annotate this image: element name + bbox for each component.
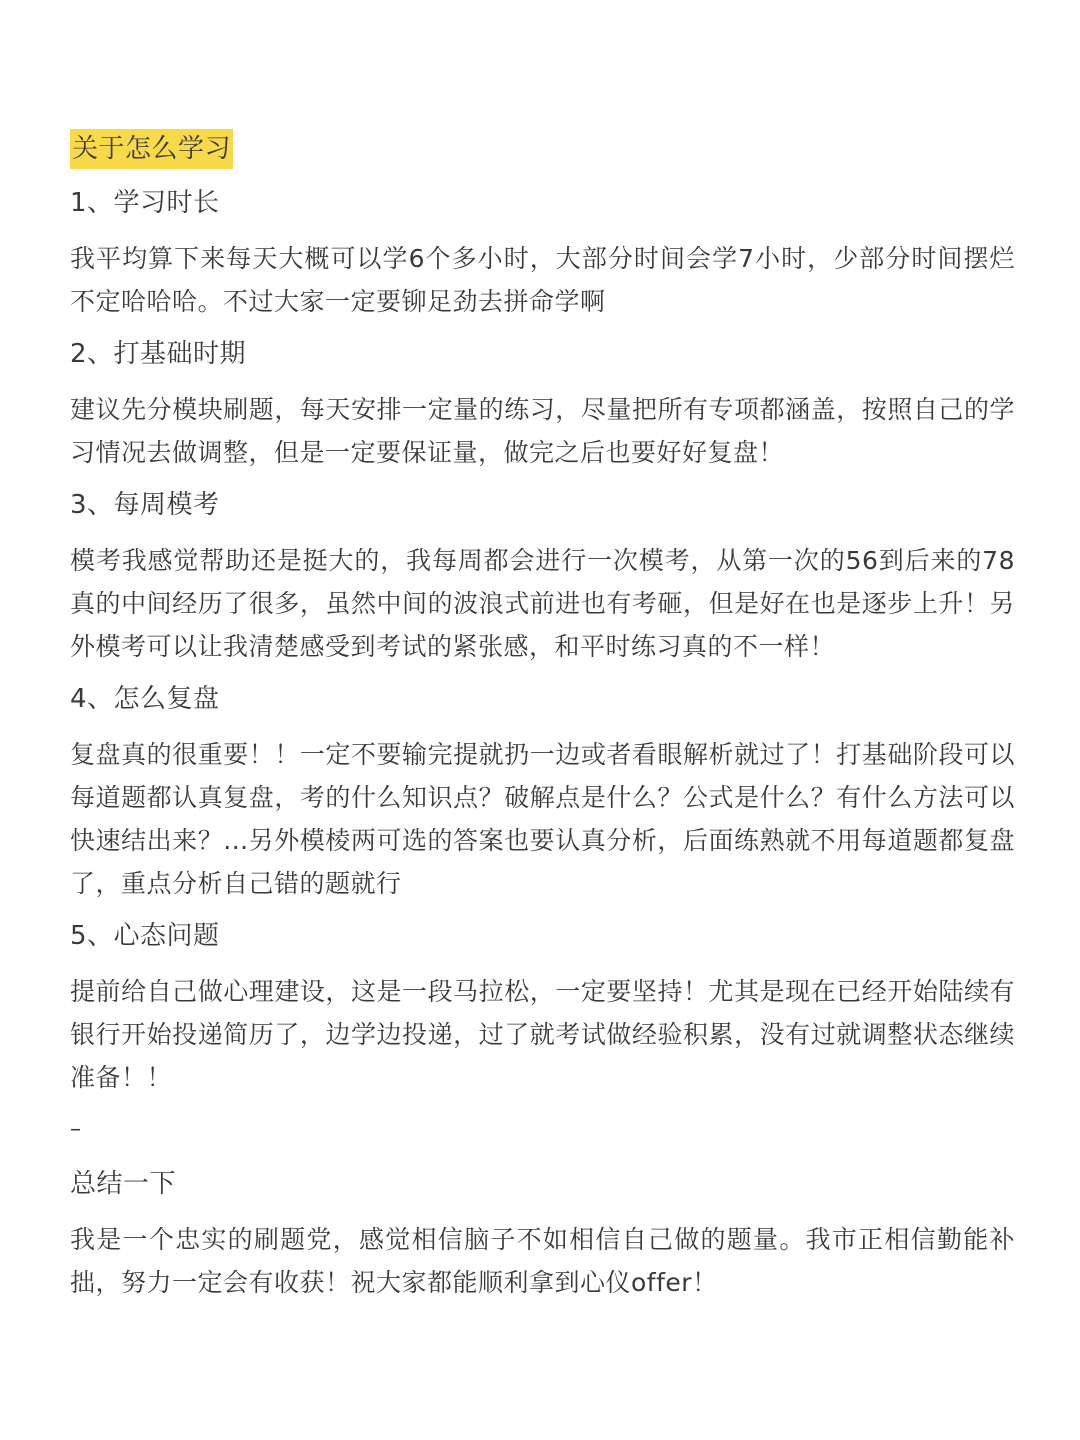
section-body-mindset: 提前给自己做心理建设，这是一段马拉松，一定要坚持！尤其是现在已经开始陆续有银行开始投递简历了，边学边投递，过了就考试做经验积累，没有过就调整状态继续准备！！ <box>70 977 1015 1092</box>
section-body-weekly-mock: 模考我感觉帮助还是挺大的，我每周都会进行一次模考，从第一次的56到后来的78真的中间经历了很多，虽然中间的波浪式前进也有考砸，但是好在也是逐步上升！另外模考可以让我清楚感受到考试的紧张感，和平时练习真的不一样！ <box>70 546 1015 661</box>
section-body-study-duration: 我平均算下来每天大概可以学6个多小时，大部分时间会学7小时，少部分时间摆烂不定哈哈哈。不过大家一定要铆足劲去拼命学啊 <box>70 244 1015 316</box>
section-heading-weekly-mock: 3、每周模考 <box>70 490 220 520</box>
summary-body: 我是一个忠实的刷题党，感觉相信脑子不如相信自己做的题量。我市正相信勤能补拙，努力一定会有收获！祝大家都能顺利拿到心仪offer！ <box>70 1225 1015 1297</box>
section-body-review: 复盘真的很重要！！一定不要输完提就扔一边或者看眼解析就过了！打基础阶段可以每道题都认真复盘，考的什么知识点？破解点是什么？公式是什么？有什么方法可以快速结出来？...另外模棱两可选的答案也要认真分析，后面练熟就不用每道题都复盘了，重点分析自己错的题就行 <box>70 740 1015 898</box>
section-heading-foundation: 2、打基础时期 <box>70 339 247 369</box>
section-heading-study-duration: 1、学习时长 <box>70 188 220 218</box>
summary-heading: 总结一下 <box>70 1169 177 1199</box>
section-heading-review: 4、怎么复盘 <box>70 684 220 714</box>
section-heading-mindset: 5、心态问题 <box>70 921 220 951</box>
section-body-foundation: 建议先分模块刷题，每天安排一定量的练习，尽量把所有专项都涵盖，按照自己的学习情况去做调整，但是一定要保证量，做完之后也要好好复盘！ <box>70 395 1015 467</box>
article <box>70 129 1015 1315</box>
page-title: 关于怎么学习 <box>70 129 233 169</box>
title-row <box>70 129 1015 169</box>
divider: – <box>70 1117 81 1142</box>
